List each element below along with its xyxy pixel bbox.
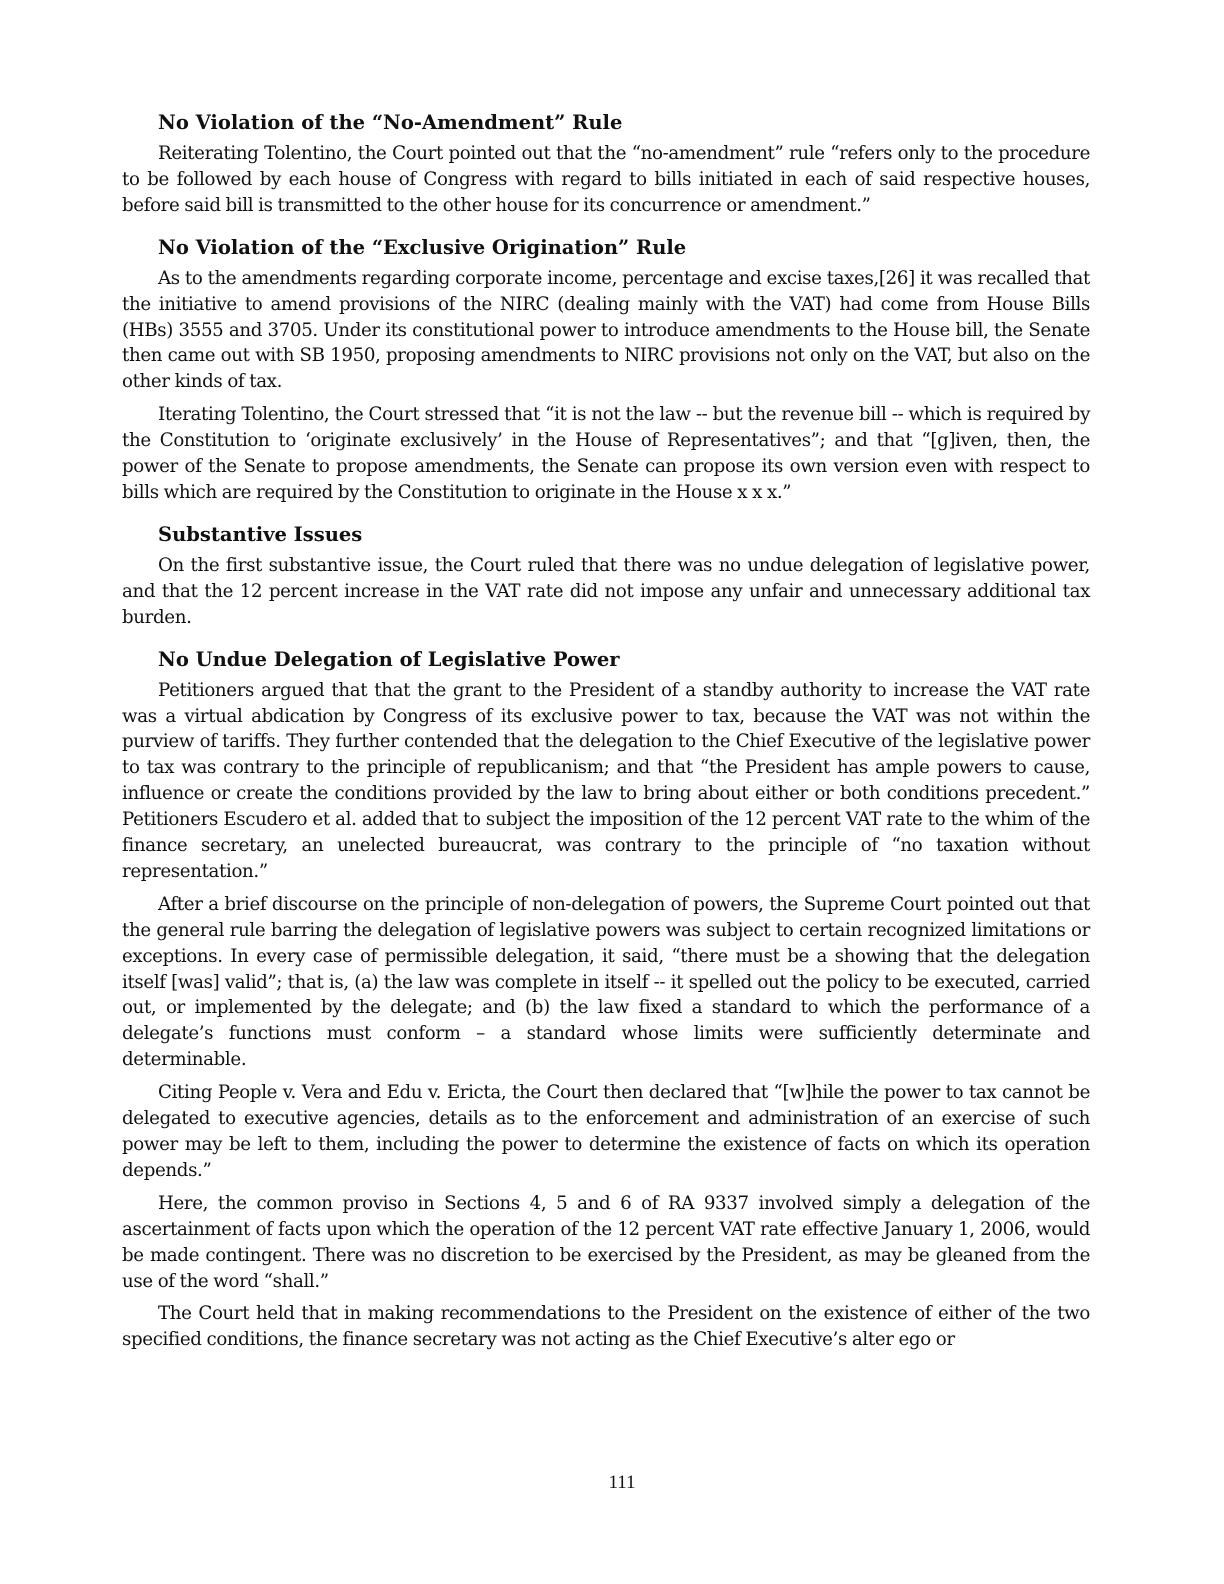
section-heading: No Undue Delegation of Legislative Power bbox=[158, 647, 620, 671]
section-heading: Substantive Issues bbox=[158, 522, 363, 546]
paragraph: As to the amendments regarding corporate income, percentage and excise taxes,[26] it was recalled that the initiative to amend provisions of the NIRC (dealing mainly with the VAT) had come from House Bills (HBs) 3555 and 3705. Under its constitutional power to introduce amendments to the House bill, the Senate then came out with SB 1950, proposing amendments to NIRC provisions not only on the VAT, but also on the other kinds of tax. bbox=[122, 267, 1090, 393]
paragraph: On the first substantive issue, the Court ruled that there was no undue delegation of legislative power, and that the 12 percent increase in the VAT rate did not impose any unfair and unnecessary additional tax burden. bbox=[122, 554, 1090, 628]
page-body bbox=[122, 108, 1090, 1360]
section-heading: No Violation of the “Exclusive Origination” Rule bbox=[158, 235, 687, 259]
section-heading: No Violation of the “No-Amendment” Rule bbox=[158, 111, 623, 134]
paragraph: Petitioners argued that that the grant to the President of a standby authority to increase the VAT rate was a virtual abdication by Congress of its exclusive power to tax, because the VAT was not within the purview of tariffs. They further contended that the delegation to the Chief Executive of the legislative power to tax was contrary to the principle of republicanism; and that “the President has ample powers to cause, influence or create the conditions provided by the law to bring about either or both conditions precedent.” Petitioners Escudero et al. added that to subject the imposition of the 12 percent VAT rate to the whim of the finance secretary, an unelected bureaucrat, was contrary to the principle of “no taxation without representation.” bbox=[122, 679, 1090, 882]
paragraph: The Court held that in making recommendations to the President on the existence of either of the two specified conditions, the finance secretary was not acting as the Chief Executive’s alter ego or bbox=[122, 1303, 1090, 1351]
paragraph: Citing People v. Vera and Edu v. Ericta, the Court then declared that “[w]hile the power to tax cannot be delegated to executive agencies, details as to the enforcement and administration of an exercise of such power may be left to them, including the power to determine the existence of facts on which its operation depends.” bbox=[122, 1082, 1090, 1181]
paragraph: Reiterating Tolentino, the Court pointed out that the “no-amendment” rule “refers only to the procedure to be followed by each house of Congress with regard to bills initiated in each of said respective houses, before said bill is transmitted to the other house for its concurrence or amendment.” bbox=[122, 143, 1090, 216]
page-number: 111 bbox=[608, 1472, 636, 1493]
paragraph: Iterating Tolentino, the Court stressed that “it is not the law -- but the revenue bill -- which is required by the Constitution to ‘originate exclusively’ in the House of Representatives”; and that “[g]iven, then, the power of the Senate to propose amendments, the Senate can propose its own version even with respect to bills which are required by the Constitution to originate in the House x x x.” bbox=[122, 404, 1090, 503]
paragraph: Here, the common proviso in Sections 4, 5 and 6 of RA 9337 involved simply a delegation of the ascertainment of facts upon which the operation of the 12 percent VAT rate effective January 1, 2006, would be made contingent. There was no discretion to be exercised by the President, as may be gleaned from the use of the word “shall.” bbox=[122, 1192, 1090, 1292]
paragraph: After a brief discourse on the principle of non-delegation of powers, the Supreme Court pointed out that the general rule barring the delegation of legislative powers was subject to certain recognized limitations or exceptions. In every case of permissible delegation, it said, “there must be a showing that the delegation itself [was] valid”; that is, (a) the law was complete in itself -- it spelled out the policy to be executed, carried out, or implemented by the delegate; and (b) the law fixed a standard to which the performance of a delegate’s functions must conform – a standard whose limits were sufficiently determinate and determinable. bbox=[122, 893, 1090, 1071]
